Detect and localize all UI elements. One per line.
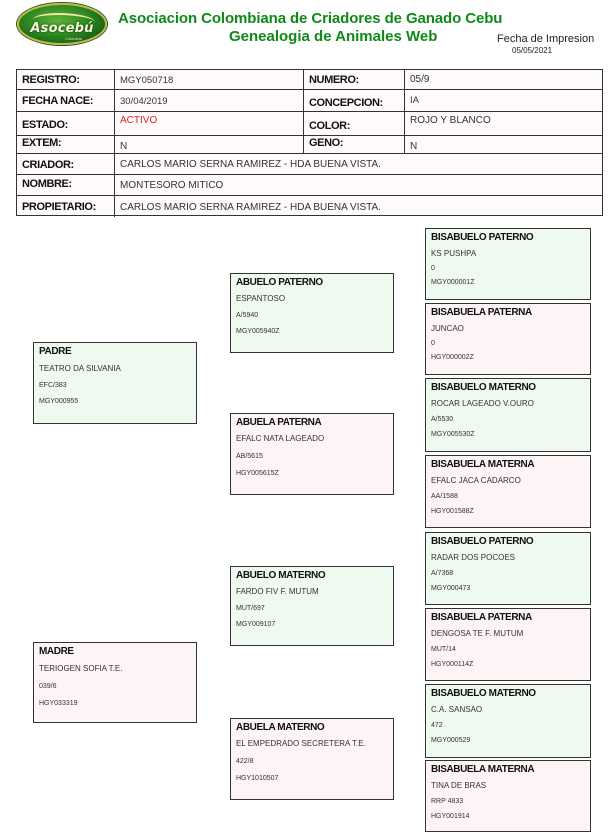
info-row-criador — [17, 154, 602, 175]
pedigree-box-abuela-materno[interactable] — [230, 718, 394, 800]
animal-name: TEATRO DA SILVANIA — [39, 364, 121, 373]
extem-value: N — [120, 141, 128, 152]
animal-number: MUT/14 — [431, 646, 456, 653]
numero-value: 05/9 — [410, 74, 430, 85]
animal-info-table — [16, 69, 603, 216]
box-title: BISABUELO PATERNO — [431, 536, 534, 547]
geno-value: N — [410, 141, 418, 152]
animal-name: FARDO FIV F. MUTUM — [236, 587, 319, 596]
animal-name: ROCAR LAGEADO V.OURO — [431, 399, 534, 408]
info-row-estado — [17, 112, 602, 136]
pedigree-box-abuelo-materno[interactable] — [230, 566, 394, 646]
concepcion-value: IA — [410, 95, 419, 106]
animal-registry: HGY000114Z — [431, 661, 474, 668]
association-title: Asociacion Colombiana de Criadores de Ganado Cebu — [118, 10, 503, 27]
box-title: PADRE — [39, 346, 72, 357]
box-title: ABUELO MATERNO — [236, 570, 326, 581]
fecha-nace-value: 30/04/2019 — [120, 96, 168, 107]
animal-number: 422/8 — [236, 758, 254, 765]
extem-label: EXTEM: — [22, 137, 62, 149]
box-title: MADRE — [39, 646, 74, 657]
pedigree-box-madre[interactable] — [33, 642, 197, 723]
animal-registry: HGY1010507 — [236, 775, 279, 782]
criador-label: CRIADOR: — [22, 159, 74, 171]
logo-subtext: Colombia — [65, 36, 82, 41]
animal-registry: MGY005530Z — [431, 431, 475, 438]
numero-label: NUMERO: — [309, 74, 359, 86]
pedigree-box-abuelo-paterno[interactable] — [230, 273, 394, 353]
pedigree-box-bisabuela-paterna-1[interactable] — [425, 303, 591, 375]
animal-name: EFALC NATA LAGEADO — [236, 434, 325, 443]
animal-number: A/5530 — [431, 416, 454, 423]
animal-registry: HGY001914 — [431, 813, 470, 820]
pedigree-box-bisabuela-materna-2[interactable] — [425, 760, 591, 832]
animal-registry: MGY009107 — [236, 621, 276, 628]
box-title: BISABUELA MATERNA — [431, 764, 535, 775]
box-title: BISABUELA MATERNA — [431, 459, 535, 470]
animal-number: 039/6 — [39, 683, 57, 690]
animal-number: A/5940 — [236, 312, 259, 319]
criador-value: CARLOS MARIO SERNA RAMIREZ - HDA BUENA VISTA. — [120, 159, 381, 170]
animal-number: MUT/697 — [236, 605, 265, 612]
box-title: ABUELO PATERNO — [236, 277, 323, 288]
animal-registry: HGY033319 — [39, 700, 78, 707]
animal-registry: HGY000002Z — [431, 354, 474, 361]
info-row-fecha — [17, 90, 602, 112]
pedigree-box-bisabuela-paterna-2[interactable] — [425, 608, 591, 681]
info-row-extem — [17, 136, 602, 154]
pedigree-box-abuela-paterna[interactable] — [230, 413, 394, 495]
color-value: ROJO Y BLANCO — [410, 115, 491, 126]
box-title: BISABUELO MATERNO — [431, 382, 536, 393]
animal-name: TINA DE BRAS — [431, 781, 487, 790]
color-label: COLOR: — [309, 120, 350, 132]
box-title: BISABUELA PATERNA — [431, 612, 532, 623]
box-title: ABUELA MATERNO — [236, 722, 325, 733]
animal-name: TERIOGEN SOFIA T.E. — [39, 664, 123, 673]
animal-number: EFC/383 — [39, 382, 67, 389]
geno-label: GENO: — [309, 137, 344, 149]
pedigree-box-bisabuela-materna-1[interactable] — [425, 455, 591, 528]
nombre-label: NOMBRE: — [22, 178, 72, 190]
animal-number: 472 — [431, 722, 443, 729]
registro-value: MGY050718 — [120, 75, 174, 86]
info-row-registro — [17, 70, 602, 90]
box-title: BISABUELA PATERNA — [431, 307, 532, 318]
info-row-propietario — [17, 196, 602, 217]
animal-registry: MGY005940Z — [236, 328, 280, 335]
animal-name: JUNCAO — [431, 324, 464, 333]
animal-name: DENGOSA TE F. MUTUM — [431, 629, 524, 638]
nombre-value: MONTESORO MITICO — [120, 180, 224, 191]
info-row-nombre — [17, 175, 602, 196]
asocebu-logo — [17, 3, 107, 45]
animal-name: ESPANTOSO — [236, 294, 286, 303]
box-title: BISABUELO MATERNO — [431, 688, 536, 699]
animal-registry: HGY005615Z — [236, 470, 279, 477]
animal-number: 0 — [431, 265, 435, 272]
print-date-label: Fecha de Impresion — [497, 33, 595, 45]
logo-text: Asocebú — [30, 21, 94, 36]
pedigree-box-bisabuelo-paterno-2[interactable] — [425, 532, 591, 605]
registro-label: REGISTRO: — [22, 74, 80, 86]
propietario-value: CARLOS MARIO SERNA RAMIREZ - HDA BUENA VISTA. — [120, 202, 381, 213]
animal-name: RADAR DOS POCOES — [431, 553, 516, 562]
animal-registry: MGY000001Z — [431, 279, 475, 286]
animal-registry: HGY001588Z — [431, 508, 474, 515]
estado-value: ACTIVO — [120, 115, 158, 126]
propietario-label: PROPIETARIO: — [22, 201, 96, 213]
animal-name: KS PUSHPA — [431, 249, 477, 258]
animal-registry: MGY000529 — [431, 737, 471, 744]
animal-name: C.A. SANSAO — [431, 705, 483, 714]
fecha-nace-label: FECHA NACE: — [22, 95, 93, 107]
box-title: ABUELA PATERNA — [236, 417, 322, 428]
animal-number: AB/5615 — [236, 453, 263, 460]
animal-number: AA/1588 — [431, 493, 458, 500]
animal-number: 0 — [431, 340, 435, 347]
animal-number: RRP 4833 — [431, 798, 464, 805]
print-date-value: 05/05/2021 — [512, 46, 553, 55]
report-title: Genealogia de Animales Web — [229, 28, 438, 45]
pedigree-box-padre[interactable] — [33, 342, 197, 424]
animal-registry: MGY000955 — [39, 398, 79, 405]
pedigree-box-bisabuelo-materno-1[interactable] — [425, 378, 591, 452]
animal-name: EFALC JACA CADARCO — [431, 476, 521, 485]
animal-number: A/7368 — [431, 570, 454, 577]
animal-name: EL EMPEDRADO SECRETERA T.E. — [236, 739, 366, 748]
box-title: BISABUELO PATERNO — [431, 232, 534, 243]
pedigree-box-bisabuelo-materno-2[interactable] — [425, 684, 591, 758]
pedigree-box-bisabuelo-paterno-1[interactable] — [425, 228, 591, 300]
estado-label: ESTADO: — [22, 119, 68, 131]
concepcion-label: CONCEPCION: — [309, 97, 383, 109]
animal-registry: MGY000473 — [431, 585, 471, 592]
